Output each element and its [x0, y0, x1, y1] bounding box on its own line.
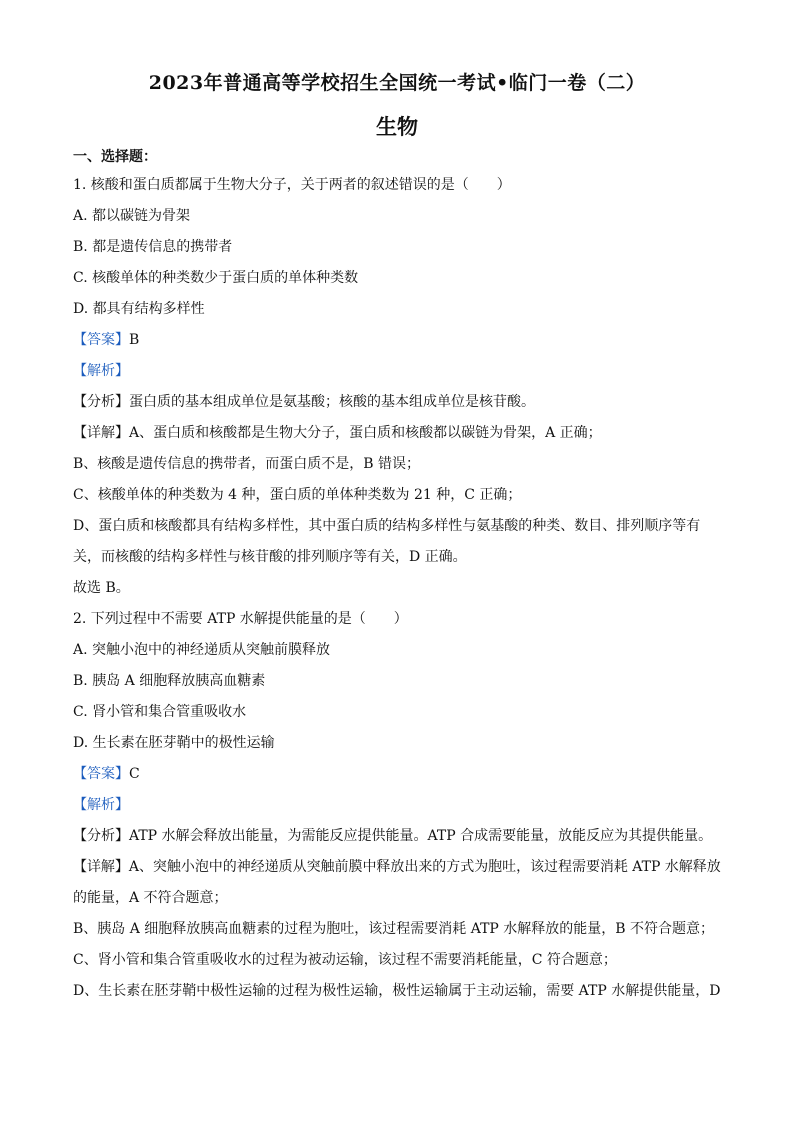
question-2-fenxi	[73, 821, 721, 852]
question-2-detail-line: C、肾小管和集合管重吸收水的过程为被动运输，该过程不需要消耗能量，C 符合题意；	[73, 952, 617, 968]
question-1-stem: 1. 核酸和蛋白质都属于生物大分子，关于两者的叙述错误的是（ ）	[73, 177, 511, 193]
question-1-detail-line: C、核酸单体的种类数为 4 种，蛋白质的单体种类数为 21 种，C 正确；	[73, 487, 522, 503]
fenxi-tag: 【分析】	[73, 828, 129, 844]
question-2-option-c: C. 肾小管和集合管重吸收水	[73, 704, 247, 720]
question-1-answer	[73, 325, 721, 356]
document-body	[73, 170, 721, 1007]
question-1-conclusion: 故选 B。	[73, 580, 130, 596]
analysis-tag: 【解析】	[73, 797, 129, 813]
detail-tag: 【详解】	[73, 859, 129, 875]
question-1-detail-line	[73, 418, 721, 449]
detail-text: A、蛋白质和核酸都是生物大分子，蛋白质和核酸都以碳链为骨架，A 正确；	[129, 425, 602, 441]
question-2-detail-line: D、生长素在胚芽鞘中极性运输的过程为极性运输，极性运输属于主动运输，需要 ATP 水解提供能量，D	[73, 983, 721, 999]
exam-title: 2023年普通高等学校招生全国统一考试•临门一卷（二）	[148, 72, 646, 94]
question-2-option-a: A. 突触小泡中的神经递质从突触前膜释放	[73, 642, 331, 658]
question-2-option-d: D. 生长素在胚芽鞘中的极性运输	[73, 735, 275, 751]
question-2-analysis	[73, 790, 721, 821]
answer-value: B	[129, 332, 140, 348]
question-2-stem: 2. 下列过程中不需要 ATP 水解提供能量的是（ ）	[73, 611, 408, 627]
question-1-option-a: A. 都以碳链为骨架	[73, 208, 191, 224]
detail-tag: 【详解】	[73, 425, 129, 441]
question-1-detail-line: D、蛋白质和核酸都具有结构多样性，其中蛋白质的结构多样性与氨基酸的种类、数目、排列顺序等有	[73, 518, 701, 534]
analysis-tag: 【解析】	[73, 363, 129, 379]
question-1-analysis	[73, 356, 721, 387]
question-1-option-d: D. 都具有结构多样性	[73, 301, 205, 317]
question-2-detail-line: B、胰岛 A 细胞释放胰高血糖素的过程为胞吐，该过程需要消耗 ATP 水解释放的能量，B 不符合题意；	[73, 921, 715, 937]
question-1-option-b: B. 都是遗传信息的携带者	[73, 239, 233, 255]
answer-tag: 【答案】	[73, 766, 129, 782]
detail-text: A、突触小泡中的神经递质从突触前膜中释放出来的方式为胞吐，该过程需要消耗 ATP 水解释放	[128, 859, 721, 875]
question-2-answer	[73, 759, 721, 790]
question-1-detail-line: 关，而核酸的结构多样性与核苷酸的排列顺序等有关，D 正确。	[73, 549, 467, 565]
fenxi-tag: 【分析】	[73, 394, 129, 410]
question-1-option-c: C. 核酸单体的种类数少于蛋白质的单体种类数	[73, 270, 359, 286]
question-1-fenxi	[73, 387, 721, 418]
question-2-detail-line: 的能量，A 不符合题意；	[73, 890, 228, 906]
question-2-detail-line	[73, 852, 721, 883]
fenxi-text: ATP 水解会释放出能量，为需能反应提供能量。ATP 合成需要能量，放能反应为其提供能量。	[129, 828, 713, 844]
question-2-option-b: B. 胰岛 A 细胞释放胰高血糖素	[73, 673, 266, 689]
question-1-detail-line: B、核酸是遗传信息的携带者，而蛋白质不是，B 错误；	[73, 456, 421, 472]
section-heading: 一、选择题：	[73, 149, 157, 165]
subject-title: 生物	[376, 114, 418, 139]
fenxi-text: 蛋白质的基本组成单位是氨基酸；核酸的基本组成单位是核苷酸。	[129, 394, 535, 410]
answer-tag: 【答案】	[73, 332, 129, 348]
answer-value: C	[129, 766, 140, 782]
